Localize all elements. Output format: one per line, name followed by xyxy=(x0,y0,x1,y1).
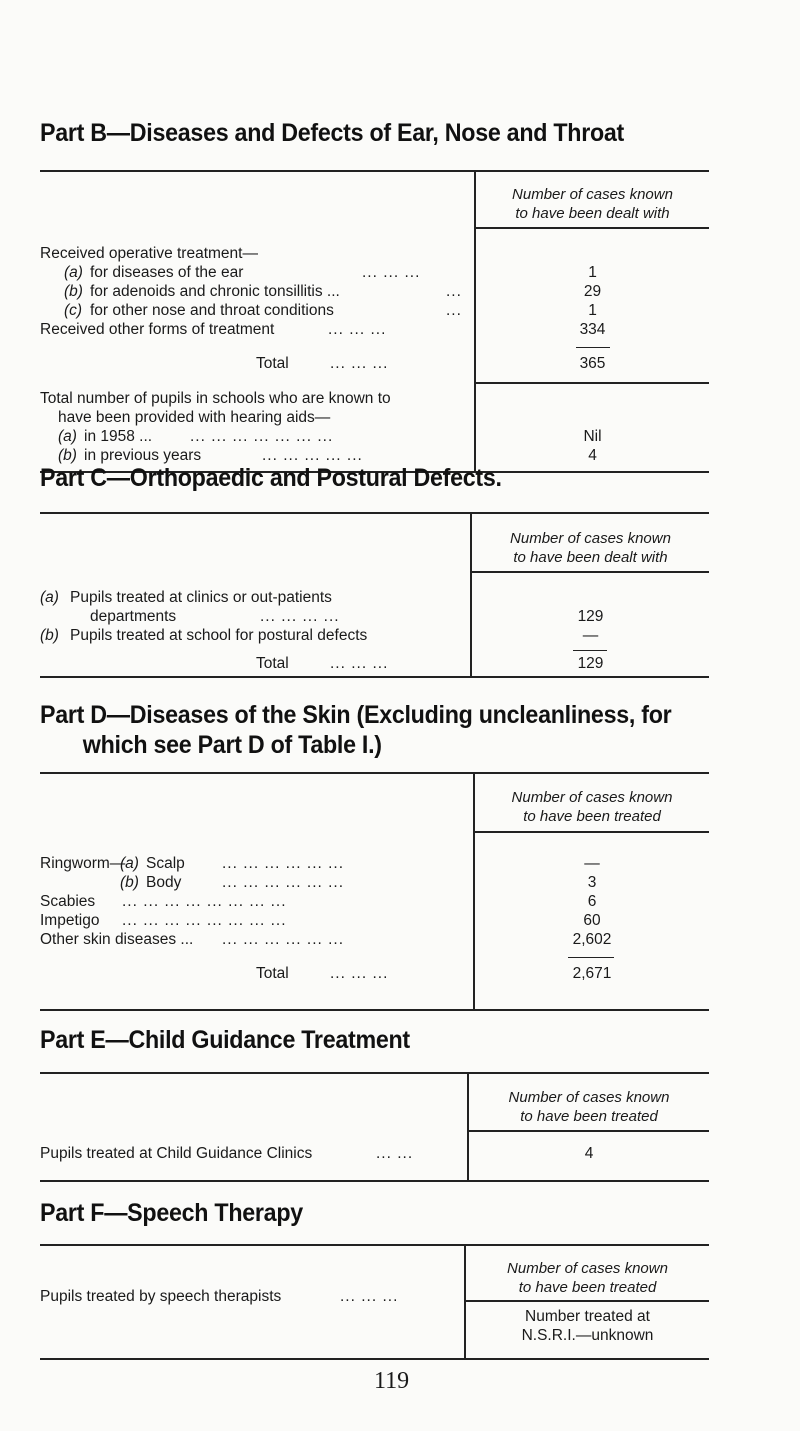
part-c-title: Part C—Orthopaedic and Postural Defects. xyxy=(40,464,502,492)
leader-dots: ... ... ... ... ... ... xyxy=(222,855,345,872)
part-c-table xyxy=(40,512,709,678)
part-b-table xyxy=(40,170,709,473)
part-e-table xyxy=(40,1072,709,1182)
row-label: Impetigo xyxy=(40,912,100,929)
leader-dots: ... ... ... ... ... xyxy=(262,447,363,464)
row-label: Scalp xyxy=(146,855,185,872)
row-label: have been provided with hearing aids— xyxy=(58,409,331,426)
part-e-title: Part E—Child Guidance Treatment xyxy=(40,1026,410,1054)
sum-rule xyxy=(568,957,614,958)
row-value: Nil xyxy=(583,428,602,445)
row-label: Other skin diseases ... xyxy=(40,931,194,948)
row-prefix: (a) xyxy=(64,264,83,281)
row-value: 29 xyxy=(583,283,602,300)
row-label: Total number of pupils in schools who are known to xyxy=(40,390,391,407)
row-value: 3 xyxy=(587,874,597,891)
total-value: 129 xyxy=(577,655,604,672)
group-label: Received operative treatment— xyxy=(40,245,258,262)
row-prefix: (b) xyxy=(40,627,59,644)
row-label: Pupils treated at clinics or out-patients xyxy=(70,589,332,606)
column-header-line: to have been treated xyxy=(520,1108,658,1125)
header-rule xyxy=(469,1130,709,1132)
leader-dots: ... xyxy=(446,302,462,319)
row-value: — xyxy=(582,627,599,644)
leader-dots: ... ... ... ... ... ... ... ... xyxy=(122,893,287,910)
leader-dots: ... ... ... xyxy=(328,321,387,338)
column-header-line: Number of cases known xyxy=(511,789,673,806)
column-header xyxy=(476,185,709,223)
row-label: Body xyxy=(146,874,182,891)
row-prefix: (c) xyxy=(64,302,83,319)
row-value: 1 xyxy=(588,264,597,281)
row-prefix: (a) xyxy=(58,428,77,445)
row-label: for adenoids and chronic tonsillitis ... xyxy=(90,283,340,300)
row-value: 1 xyxy=(588,302,597,319)
row-value xyxy=(466,1307,709,1345)
row-value: 334 xyxy=(579,321,606,338)
title-line: Part D—Diseases of the Skin (Excluding uncleanliness, for xyxy=(40,701,672,729)
row-prefix: (a) xyxy=(120,855,139,872)
row-value: — xyxy=(584,855,600,872)
header-rule xyxy=(476,227,709,229)
part-d-title xyxy=(40,700,784,760)
row-value-line: N.S.R.I.—unknown xyxy=(521,1327,654,1344)
section-rule xyxy=(476,382,709,384)
row-value: 2,602 xyxy=(572,931,612,948)
row-label: Received other forms of treatment xyxy=(40,321,275,338)
column-header-line: to have been treated xyxy=(523,808,661,825)
header-rule xyxy=(472,571,709,573)
leader-dots: ... xyxy=(446,283,462,300)
leader-dots: ... ... ... ... xyxy=(260,608,340,625)
row-value: 4 xyxy=(588,447,597,464)
row-label: in previous years xyxy=(84,447,202,464)
page-number: 119 xyxy=(374,1368,410,1394)
total-value: 365 xyxy=(579,355,606,372)
row-prefix: (b) xyxy=(64,283,83,300)
sum-rule xyxy=(573,650,607,651)
part-b-title: Part B—Diseases and Defects of Ear, Nose and Throat xyxy=(40,119,625,147)
row-value: 129 xyxy=(577,608,604,625)
row-label: for diseases of the ear xyxy=(90,264,244,281)
column-header xyxy=(469,1088,709,1126)
part-f-table xyxy=(40,1244,709,1360)
leader-dots: ... ... ... ... ... ... xyxy=(222,874,345,891)
row-label: Pupils treated by speech therapists xyxy=(40,1288,282,1305)
title-line: which see Part D of Table I.) xyxy=(82,731,382,759)
column-header-line: to have been dealt with xyxy=(515,205,670,222)
total-label: Total xyxy=(256,655,289,672)
row-prefix: (b) xyxy=(120,874,139,891)
row-label: Scabies xyxy=(40,893,96,910)
row-label: Pupils treated at Child Guidance Clinics xyxy=(40,1145,313,1162)
leader-dots: ... ... ... xyxy=(330,965,389,982)
header-rule xyxy=(475,831,709,833)
row-label: Pupils treated at school for postural defects xyxy=(70,627,368,644)
header-rule xyxy=(466,1300,709,1302)
column-header-line: Number of cases known xyxy=(512,186,673,203)
column-header xyxy=(475,788,709,826)
total-label: Total xyxy=(256,965,289,982)
row-value: 6 xyxy=(587,893,597,910)
row-group-label: Ringworm— xyxy=(40,855,126,872)
column-header-line: Number of cases known xyxy=(510,530,671,547)
leader-dots: ... ... ... xyxy=(330,655,389,672)
column-header-line: to have been dealt with xyxy=(513,549,668,566)
row-label: for other nose and throat conditions xyxy=(90,302,334,319)
column-header-line: Number of cases known xyxy=(507,1260,668,1277)
row-label: departments xyxy=(90,608,177,625)
sum-rule xyxy=(576,347,610,348)
column-header-line: Number of cases known xyxy=(508,1089,670,1106)
total-value: 2,671 xyxy=(572,965,612,982)
row-value: 60 xyxy=(583,912,601,929)
row-prefix: (a) xyxy=(40,589,59,606)
column-header xyxy=(472,529,709,567)
part-d-table xyxy=(40,772,709,1011)
column-header-line: to have been treated xyxy=(518,1279,657,1296)
leader-dots: ... ... xyxy=(376,1145,414,1162)
leader-dots: ... ... ... xyxy=(330,355,389,372)
row-value-line: Number treated at xyxy=(525,1308,650,1325)
leader-dots: ... ... ... ... ... ... ... ... xyxy=(122,912,287,929)
row-prefix: (b) xyxy=(58,447,77,464)
leader-dots: ... ... ... ... ... ... xyxy=(222,931,345,948)
leader-dots: ... ... ... xyxy=(340,1288,399,1305)
row-label: in 1958 ... xyxy=(84,428,153,445)
total-label: Total xyxy=(256,355,289,372)
leader-dots: ... ... ... ... ... ... ... xyxy=(190,428,334,445)
column-header xyxy=(466,1259,709,1297)
row-value: 4 xyxy=(584,1145,594,1162)
part-f-title: Part F—Speech Therapy xyxy=(40,1199,303,1227)
leader-dots: ... ... ... xyxy=(362,264,421,281)
